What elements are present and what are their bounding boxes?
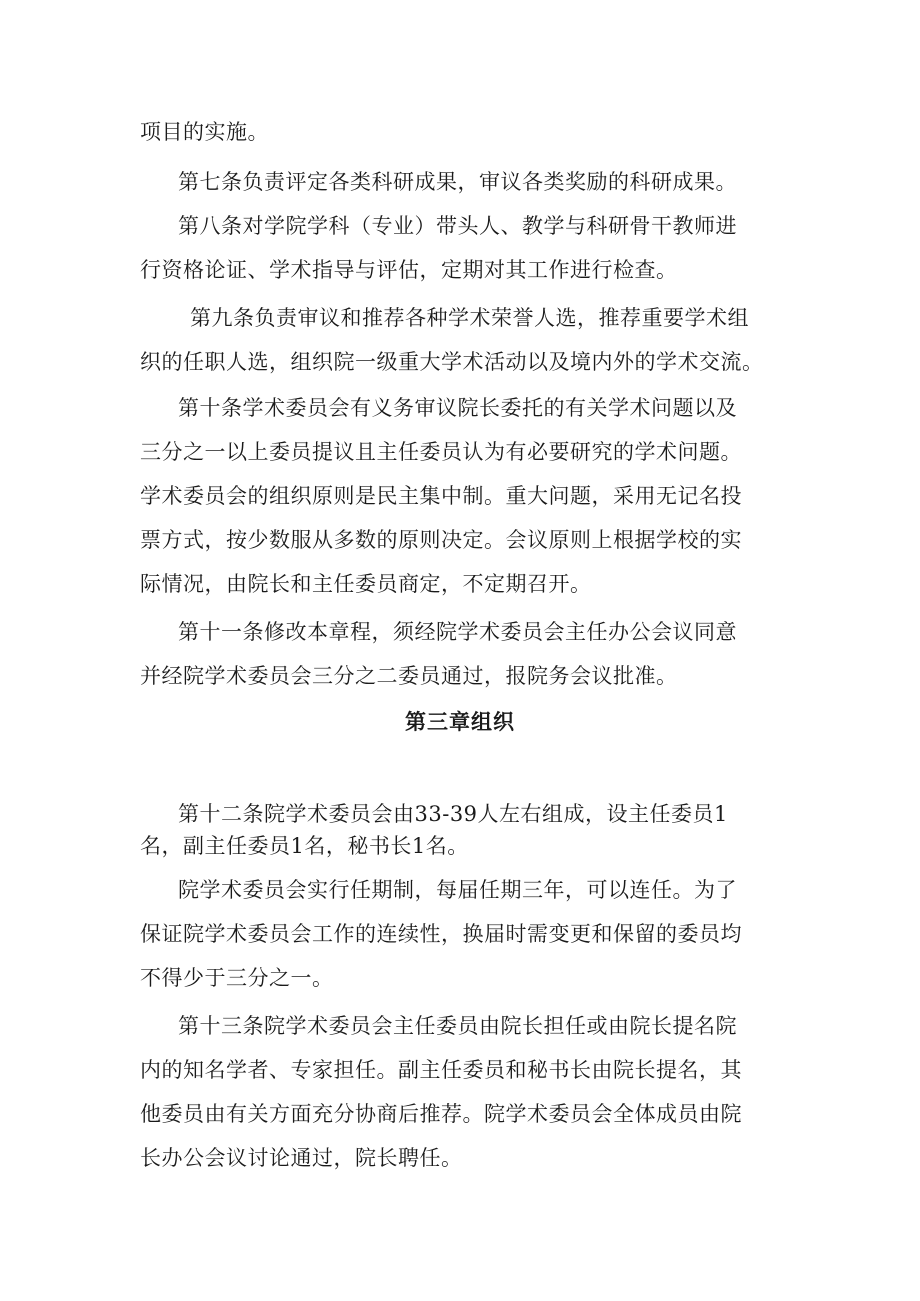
chapter-heading: 第三章组织	[405, 710, 515, 734]
paragraph-line: 第十一条修改本章程，须经院学术委员会主任办公会议同意	[178, 620, 737, 644]
paragraph-line: 不得少于三分之一。	[140, 966, 334, 990]
paragraph-line: 他委员由有关方面充分协商后推荐。院学术委员会全体成员由院	[140, 1102, 742, 1126]
paragraph-line: 内的知名学者、专家担任。副主任委员和秘书长由院长提名，其	[140, 1058, 742, 1082]
paragraph-line: 第十条学术委员会有义务审议院长委托的有关学术问题以及	[178, 396, 737, 420]
paragraph-line: 第十三条院学术委员会主任委员由院长担任或由院长提名院	[178, 1014, 737, 1038]
paragraph-line: 第十二条院学术委员会由33-39人左右组成，设主任委员1	[178, 802, 728, 826]
paragraph-line: 并经院学术委员会三分之二委员通过，报院务会议批准。	[140, 664, 678, 688]
paragraph-line: 保证院学术委员会工作的连续性，换届时需变更和保留的委员均	[140, 922, 742, 946]
paragraph-line: 第九条负责审议和推荐各种学术荣誉人选，推荐重要学术组	[190, 306, 749, 330]
paragraph-line: 名，副主任委员1名，秘书长1名。	[140, 834, 469, 858]
paragraph-line: 项目的实施。	[140, 120, 269, 144]
paragraph-line: 票方式，按少数服从多数的原则决定。会议原则上根据学校的实	[140, 528, 742, 552]
paragraph-line: 第八条对学院学科（专业）带头人、教学与科研骨干教师进	[178, 214, 737, 238]
paragraph-line: 际情况，由院长和主任委员商定，不定期召开。	[140, 572, 592, 596]
paragraph-line: 长办公会议讨论通过，院长聘任。	[140, 1146, 463, 1170]
paragraph-line: 院学术委员会实行任期制，每届任期三年，可以连任。为了	[178, 878, 737, 902]
paragraph-line: 学术委员会的组织原则是民主集中制。重大问题，采用无记名投	[140, 484, 742, 508]
paragraph-line: 三分之一以上委员提议且主任委员认为有必要研究的学术问题。	[140, 440, 742, 464]
paragraph-line: 第七条负责评定各类科研成果，审议各类奖励的科研成果。	[178, 170, 737, 194]
paragraph-line: 织的任职人选，组织院一级重大学术活动以及境内外的学术交流。	[140, 350, 764, 374]
paragraph-line: 行资格论证、学术指导与评估，定期对其工作进行检查。	[140, 258, 678, 282]
